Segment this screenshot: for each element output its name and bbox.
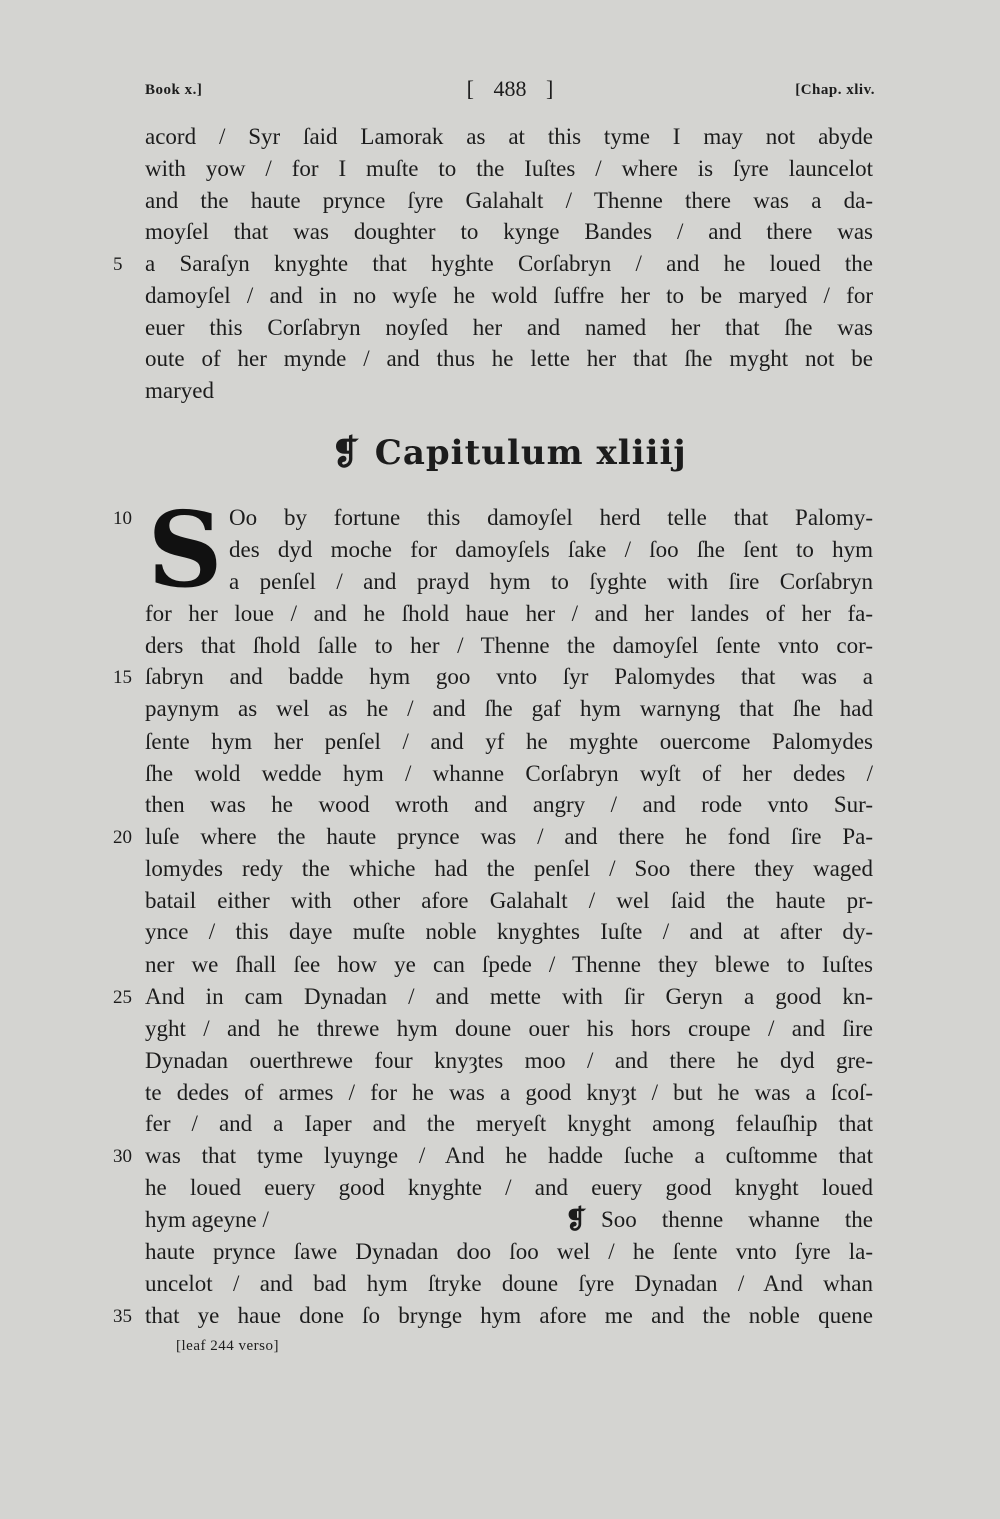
text-line: haute prynce ſawe Dynadan doo ſoo wel / he ſente vnto ſyre la- (145, 1239, 873, 1264)
line-number: 20 (113, 827, 132, 848)
text-line: moyſel that was doughter to kynge Bandes / and there was (145, 219, 873, 244)
drop-cap-initial: S (147, 488, 223, 611)
line-number: 15 (113, 667, 132, 688)
text-line: ynce / this daye muſte noble knyghtes Iuſte / and at after dy- (145, 919, 873, 944)
text-line: lomydes redy the whiche had the penſel / Soo there they waged (145, 856, 873, 881)
text-line: was that tyme lyuynge / And he hadde ſuche a cuſtomme that (145, 1143, 873, 1168)
text-line: yght / and he threwe hym doune ouer his hors croupe / and ſire (145, 1016, 873, 1041)
text-line: fer / and a Iaper and the meryeſt knyght among felauſhip that (145, 1111, 873, 1136)
text-line: ſabryn and badde hym goo vnto ſyr Palomydes that was a (145, 664, 873, 689)
text-line: oute of her mynde / and thus he lette her that ſhe myght not be (145, 346, 873, 371)
line-number: 35 (113, 1306, 132, 1327)
text-line: he loued euery good knyghte / and euery good knyght loued (145, 1175, 873, 1200)
line-number: 25 (113, 987, 132, 1008)
text-line: uncelot / and bad hym ſtryke doune ſyre Dynadan / And whan (145, 1271, 873, 1296)
text-line: euer this Corſabryn noyſed her and named her that ſhe was (145, 315, 873, 340)
text-line: then was he wood wroth and angry / and rode vnto Sur- (145, 792, 873, 817)
text-line: that ye haue done ſo brynge hym afore me and the noble quene (145, 1303, 873, 1328)
text-line: des dyd moche for damoyſels ſake / ſoo ſhe ſent to hym (229, 537, 873, 562)
text-line: ſhe wold wedde hym / whanne Corſabryn wyſt of her dedes / (145, 761, 873, 786)
text-line: batail either with other afore Galahalt / wel ſaid the haute pr- (145, 888, 873, 913)
text-line: paynym as wel as he / and ſhe gaf hym warnyng that ſhe had (145, 696, 873, 721)
text-line: Oo by fortune this damoyſel herd telle that Palomy- (229, 505, 873, 530)
text-line: Soo thenne whanne the (601, 1207, 873, 1232)
chapter-reference: [Chap. xliv. (795, 82, 875, 98)
footnote-leaf-reference: [leaf 244 verso] (176, 1338, 279, 1354)
chapter-title: Capitulum xliiij (374, 433, 687, 473)
paragraph-mark-icon: ❡ (565, 1205, 587, 1234)
text-line: And in cam Dynadan / and mette with ſir Geryn a good kn- (145, 984, 873, 1009)
text-line: ſente hym her penſel / and yf he myghte ouercome Palomydes (145, 729, 873, 754)
text-line: with yow / for I muſte to the Iuſtes / where is ſyre launcelot (145, 156, 873, 181)
text-line: ner we ſhall ſee how ye can ſpede / Thenne they blewe to Iuſtes (145, 952, 873, 977)
text-line: damoyſel / and in no wyſe he wold ſuffre her to be maryed / for (145, 283, 873, 308)
text-line: maryed (145, 378, 214, 403)
text-line: for her loue / and he ſhold haue her / and her landes of her fa- (145, 601, 873, 626)
book-number: Book x.] (145, 82, 203, 98)
text-line: and the haute prynce ſyre Galahalt / Thenne there was a da- (145, 188, 873, 213)
text-line: a penſel / and prayd hym to ſyghte with ſire Corſabryn (229, 569, 873, 594)
line-number: 10 (113, 508, 132, 529)
text-line: Dynadan ouerthrewe four knyȝtes moo / and there he dyd gre- (145, 1048, 873, 1073)
chapter-heading (145, 433, 873, 483)
line-number: 5 (113, 254, 123, 275)
text-line: luſe where the haute prynce was / and there he fond ſire Pa- (145, 824, 873, 849)
running-header (145, 76, 875, 106)
paragraph-mark-icon: ❡ (331, 433, 361, 473)
line-number: 30 (113, 1146, 132, 1167)
page-number: [ 488 ] (466, 76, 554, 101)
text-line: hym ageyne / (145, 1207, 269, 1232)
text-line: te dedes of armes / for he was a good knyȝt / but he was a ſcoſ- (145, 1080, 873, 1105)
text-line: ders that ſhold ſalle to her / Thenne the damoyſel ſente vnto cor- (145, 633, 873, 658)
text-line: a Saraſyn knyghte that hyghte Corſabryn / and he loued the (145, 251, 873, 276)
text-line: acord / Syr ſaid Lamorak as at this tyme I may not abyde (145, 124, 873, 149)
